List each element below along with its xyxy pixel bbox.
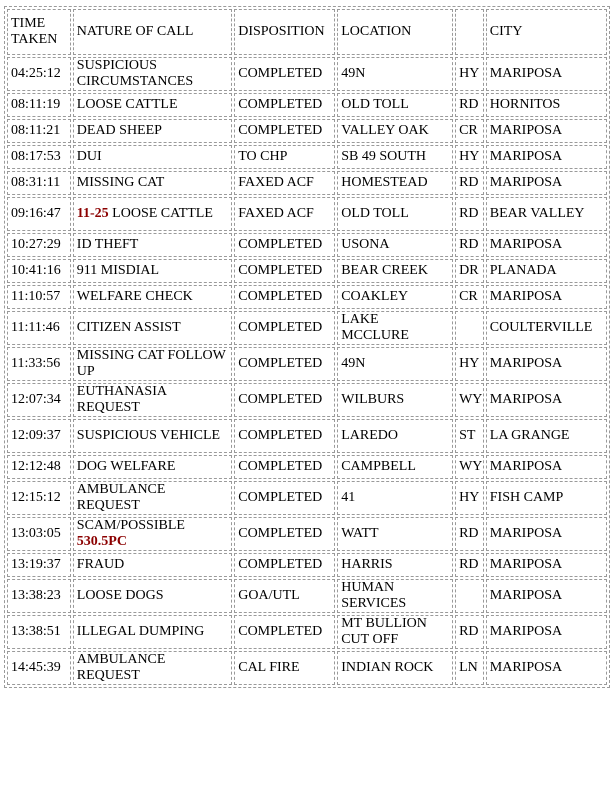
cell-location: OLD TOLL (337, 197, 453, 231)
table-row (7, 481, 607, 515)
cell-suffix: DR (455, 259, 484, 283)
nature-text: 911 MISDIAL (76, 263, 160, 278)
table-row (7, 383, 607, 417)
cell-location: HOMESTEAD (337, 171, 453, 195)
nature-text: ILLEGAL DUMPING (76, 624, 205, 639)
cell-city: MARIPOSA (486, 285, 607, 309)
cell-time: 09:16:47 (7, 197, 71, 231)
cell-time: 08:31:11 (7, 171, 71, 195)
table-row (7, 233, 607, 257)
cell-disposition: COMPLETED (234, 285, 335, 309)
nature-text: MISSING CAT (76, 175, 165, 190)
cell-time: 12:07:34 (7, 383, 71, 417)
cell-disposition: GOA/UTL (234, 579, 335, 613)
cell-nature (73, 419, 232, 453)
nature-text: LOOSE DOGS (76, 588, 164, 603)
table-row (7, 119, 607, 143)
table-row (7, 93, 607, 117)
nature-text: AMBULANCE REQUEST (76, 482, 166, 513)
cell-location: SB 49 SOUTH (337, 145, 453, 169)
table-row (7, 347, 607, 381)
nature-text: DOG WELFARE (76, 459, 176, 474)
cell-city: MARIPOSA (486, 455, 607, 479)
header-nature: NATURE OF CALL (73, 9, 232, 55)
cell-city: MARIPOSA (486, 383, 607, 417)
cell-disposition: COMPLETED (234, 553, 335, 577)
cell-time: 13:38:51 (7, 615, 71, 649)
header-city: CITY (486, 9, 607, 55)
cell-disposition: COMPLETED (234, 119, 335, 143)
cell-nature (73, 259, 232, 283)
cell-suffix: RD (455, 553, 484, 577)
cell-city: MARIPOSA (486, 615, 607, 649)
header-location: LOCATION (337, 9, 453, 55)
cell-disposition: COMPLETED (234, 517, 335, 551)
cell-disposition: FAXED ACF (234, 171, 335, 195)
nature-text: MISSING CAT FOLLOW UP (76, 348, 226, 379)
cell-location: VALLEY OAK (337, 119, 453, 143)
nature-text: SCAM/POSSIBLE (76, 518, 185, 533)
cell-disposition: FAXED ACF (234, 197, 335, 231)
cell-disposition: COMPLETED (234, 419, 335, 453)
cell-suffix: ST (455, 419, 484, 453)
cell-nature (73, 285, 232, 309)
cell-disposition: COMPLETED (234, 455, 335, 479)
cell-city: PLANADA (486, 259, 607, 283)
cell-time: 11:33:56 (7, 347, 71, 381)
nature-text: FRAUD (76, 557, 125, 572)
cell-suffix (455, 579, 484, 613)
nature-text: SUSPICIOUS CIRCUMSTANCES (76, 58, 194, 89)
cell-city: MARIPOSA (486, 171, 607, 195)
cell-time: 08:11:21 (7, 119, 71, 143)
call-log-body (7, 57, 607, 685)
cell-location: 49N (337, 57, 453, 91)
nature-text: LOOSE CATTLE (76, 97, 178, 112)
cell-suffix: CR (455, 119, 484, 143)
cell-suffix: HY (455, 145, 484, 169)
nature-text: SUSPICIOUS VEHICLE (76, 428, 221, 443)
cell-disposition: COMPLETED (234, 233, 335, 257)
cell-location: 41 (337, 481, 453, 515)
cell-time: 13:38:23 (7, 579, 71, 613)
cell-city: HORNITOS (486, 93, 607, 117)
cell-location: BEAR CREEK (337, 259, 453, 283)
cell-nature (73, 57, 232, 91)
cell-suffix: CR (455, 285, 484, 309)
nature-text: DEAD SHEEP (76, 123, 162, 138)
cell-city: MARIPOSA (486, 233, 607, 257)
cell-city: BEAR VALLEY (486, 197, 607, 231)
cell-disposition: COMPLETED (234, 347, 335, 381)
cell-time: 04:25:12 (7, 57, 71, 91)
table-row (7, 57, 607, 91)
cell-nature (73, 347, 232, 381)
table-row (7, 171, 607, 195)
cell-location: MT BULLION CUT OFF (337, 615, 453, 649)
cell-time: 13:03:05 (7, 517, 71, 551)
nature-text: WELFARE CHECK (76, 289, 193, 304)
nature-text: CITIZEN ASSIST (76, 320, 181, 335)
cell-suffix: RD (455, 233, 484, 257)
cell-location: USONA (337, 233, 453, 257)
cell-suffix: RD (455, 171, 484, 195)
cell-disposition: COMPLETED (234, 259, 335, 283)
cell-time: 10:27:29 (7, 233, 71, 257)
cell-nature (73, 455, 232, 479)
cell-disposition: COMPLETED (234, 481, 335, 515)
cell-city: MARIPOSA (486, 651, 607, 685)
cell-location: LAKE MCCLURE (337, 311, 453, 345)
cell-time: 11:11:46 (7, 311, 71, 345)
table-row (7, 579, 607, 613)
cell-time: 12:15:12 (7, 481, 71, 515)
cell-suffix: RD (455, 517, 484, 551)
nature-text: AMBULANCE REQUEST (76, 652, 166, 683)
cell-suffix: RD (455, 93, 484, 117)
cell-location: WATT (337, 517, 453, 551)
cell-city: FISH CAMP (486, 481, 607, 515)
table-row (7, 259, 607, 283)
header-suffix (455, 9, 484, 55)
table-row (7, 197, 607, 231)
cell-city: MARIPOSA (486, 579, 607, 613)
cell-disposition: CAL FIRE (234, 651, 335, 685)
table-row (7, 419, 607, 453)
nature-text: DUI (76, 149, 102, 164)
cell-nature (73, 145, 232, 169)
cell-nature (73, 233, 232, 257)
table-row (7, 651, 607, 685)
call-log-table (4, 6, 610, 688)
cell-time: 08:17:53 (7, 145, 71, 169)
cell-city: MARIPOSA (486, 145, 607, 169)
call-code: 11-25 (76, 206, 109, 221)
cell-suffix: WY (455, 383, 484, 417)
cell-nature (73, 93, 232, 117)
cell-nature (73, 383, 232, 417)
cell-location: COAKLEY (337, 285, 453, 309)
cell-nature (73, 553, 232, 577)
table-row (7, 311, 607, 345)
table-row (7, 553, 607, 577)
cell-nature (73, 579, 232, 613)
cell-location: CAMPBELL (337, 455, 453, 479)
cell-disposition: COMPLETED (234, 615, 335, 649)
cell-nature (73, 171, 232, 195)
cell-nature (73, 651, 232, 685)
nature-text: ID THEFT (76, 237, 139, 252)
cell-location: 49N (337, 347, 453, 381)
cell-nature (73, 119, 232, 143)
cell-suffix: HY (455, 57, 484, 91)
header-time: TIME TAKEN (7, 9, 71, 55)
cell-city: MARIPOSA (486, 347, 607, 381)
table-row (7, 285, 607, 309)
header-row (7, 9, 607, 55)
cell-nature (73, 615, 232, 649)
cell-time: 12:12:48 (7, 455, 71, 479)
cell-time: 08:11:19 (7, 93, 71, 117)
cell-city: MARIPOSA (486, 119, 607, 143)
cell-city: COULTERVILLE (486, 311, 607, 345)
cell-location: WILBURS (337, 383, 453, 417)
cell-location: HUMAN SERVICES (337, 579, 453, 613)
cell-city: MARIPOSA (486, 553, 607, 577)
cell-time: 13:19:37 (7, 553, 71, 577)
cell-time: 12:09:37 (7, 419, 71, 453)
cell-location: LAREDO (337, 419, 453, 453)
cell-suffix: RD (455, 615, 484, 649)
cell-disposition: COMPLETED (234, 311, 335, 345)
cell-disposition: TO CHP (234, 145, 335, 169)
cell-nature (73, 517, 232, 551)
cell-time: 11:10:57 (7, 285, 71, 309)
header-disposition: DISPOSITION (234, 9, 335, 55)
table-row (7, 615, 607, 649)
cell-city: LA GRANGE (486, 419, 607, 453)
cell-nature (73, 311, 232, 345)
cell-disposition: COMPLETED (234, 383, 335, 417)
cell-time: 14:45:39 (7, 651, 71, 685)
cell-time: 10:41:16 (7, 259, 71, 283)
cell-suffix: RD (455, 197, 484, 231)
cell-suffix: LN (455, 651, 484, 685)
cell-suffix: WY (455, 455, 484, 479)
cell-location: OLD TOLL (337, 93, 453, 117)
cell-location: HARRIS (337, 553, 453, 577)
cell-suffix (455, 311, 484, 345)
cell-city: MARIPOSA (486, 57, 607, 91)
table-row (7, 145, 607, 169)
cell-suffix: HY (455, 481, 484, 515)
nature-text: EUTHANASIA REQUEST (76, 384, 167, 415)
cell-nature (73, 197, 232, 231)
cell-city: MARIPOSA (486, 517, 607, 551)
table-row (7, 455, 607, 479)
nature-text: LOOSE CATTLE (112, 206, 213, 221)
cell-nature (73, 481, 232, 515)
table-row (7, 517, 607, 551)
cell-disposition: COMPLETED (234, 57, 335, 91)
cell-disposition: COMPLETED (234, 93, 335, 117)
call-code: 530.5PC (76, 534, 127, 549)
cell-suffix: HY (455, 347, 484, 381)
cell-location: INDIAN ROCK (337, 651, 453, 685)
